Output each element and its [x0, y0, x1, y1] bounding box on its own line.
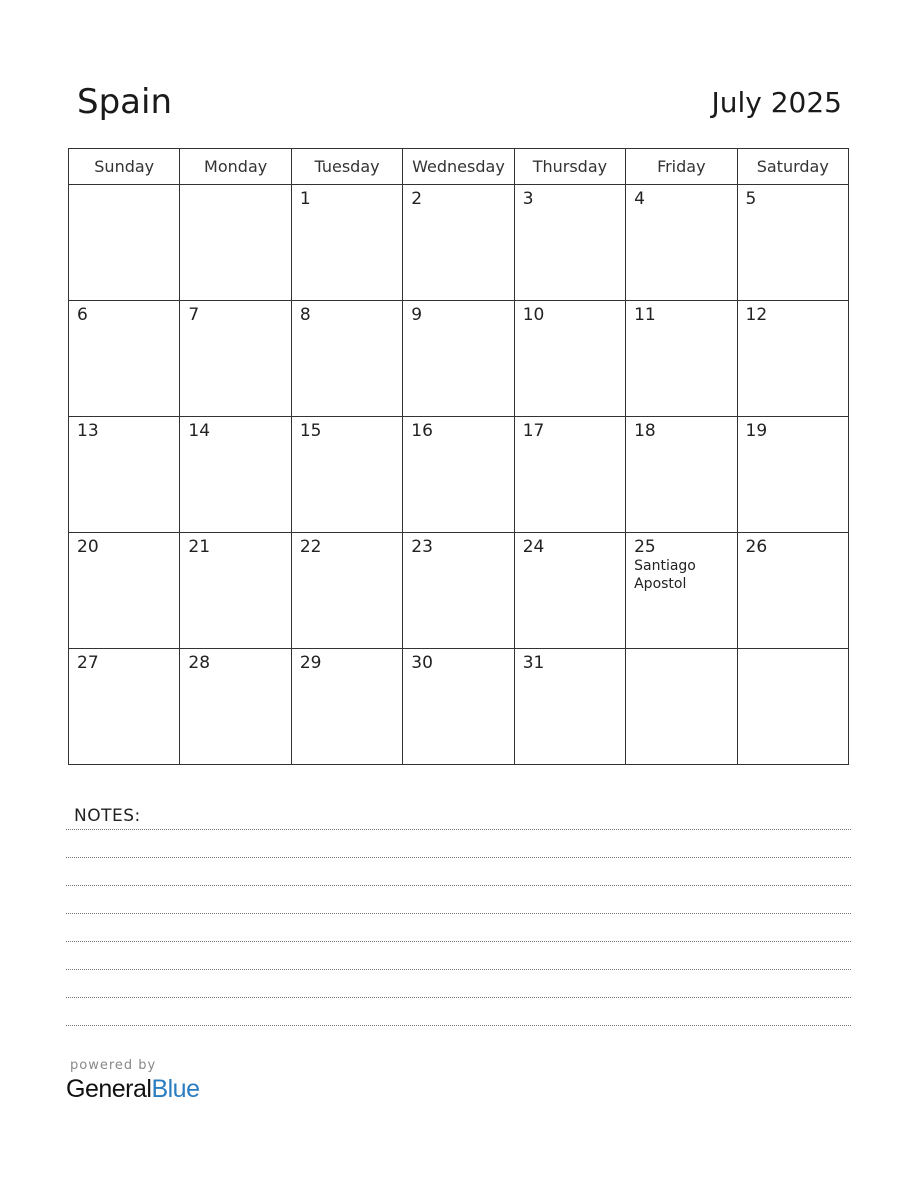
notes-line [66, 913, 851, 914]
day-cell [737, 301, 848, 417]
day-cell [180, 185, 291, 301]
day-number: 27 [77, 653, 99, 673]
day-cell [737, 417, 848, 533]
logo-general-text: General [66, 1075, 152, 1103]
day-number: 19 [745, 421, 768, 441]
logo-blue-text: Blue [151, 1075, 200, 1103]
weekday-thursday: Thursday [514, 149, 625, 185]
day-cell [69, 417, 180, 533]
day-number: 5 [745, 189, 757, 209]
day-cell [514, 301, 625, 417]
day-cell [514, 649, 625, 765]
weekday-monday: Monday [180, 149, 291, 185]
day-cell [291, 185, 402, 301]
day-cell [626, 649, 737, 765]
day-cell [403, 301, 514, 417]
day-number: 12 [745, 305, 768, 325]
day-cell [180, 417, 291, 533]
day-cell [403, 533, 514, 649]
day-number: 18 [634, 421, 656, 441]
day-number: 10 [522, 305, 545, 325]
weekday-tuesday: Tuesday [291, 149, 402, 185]
day-number: 31 [522, 653, 545, 673]
day-number [69, 185, 179, 189]
day-number: 6 [77, 305, 88, 325]
day-cell [180, 301, 291, 417]
week-row [69, 301, 849, 417]
day-number: 3 [522, 189, 534, 209]
day-cell [737, 533, 848, 649]
weekday-saturday: Saturday [737, 149, 848, 185]
notes-line [66, 997, 851, 998]
day-number [626, 649, 736, 653]
day-number: 29 [299, 653, 322, 673]
day-cell [514, 185, 625, 301]
calendar-country-title: Spain [77, 82, 172, 122]
day-number: 7 [188, 305, 200, 325]
notes-line [66, 885, 851, 886]
day-number: 11 [634, 305, 656, 325]
day-cell [514, 533, 625, 649]
day-number: 8 [299, 305, 311, 325]
day-number: 21 [188, 537, 211, 557]
day-cell [69, 185, 180, 301]
notes-line [66, 969, 851, 970]
day-cell [403, 649, 514, 765]
day-cell [291, 417, 402, 533]
day-number: 24 [522, 537, 545, 557]
day-cell [291, 649, 402, 765]
day-cell [403, 185, 514, 301]
week-row [69, 533, 849, 649]
day-number: 23 [411, 537, 433, 557]
day-number: 15 [299, 421, 322, 441]
day-number: 17 [522, 421, 545, 441]
week-row [69, 417, 849, 533]
calendar-month-title: July 2025 [711, 86, 842, 119]
day-cell [69, 649, 180, 765]
day-number [738, 649, 848, 653]
day-number: 13 [77, 421, 99, 441]
day-number: 14 [188, 421, 211, 441]
notes-label: NOTES: [74, 806, 141, 826]
week-row [69, 185, 849, 301]
weekday-header-row [69, 149, 849, 185]
day-cell [291, 301, 402, 417]
day-cell [291, 533, 402, 649]
day-number: 16 [411, 421, 433, 441]
weekday-sunday: Sunday [69, 149, 180, 185]
day-number: 28 [188, 653, 211, 673]
notes-line [66, 1025, 851, 1026]
notes-line [66, 941, 851, 942]
generalblue-logo [66, 1075, 200, 1104]
day-cell [180, 533, 291, 649]
day-cell [737, 185, 848, 301]
day-number: 9 [411, 305, 423, 325]
week-row [69, 649, 849, 765]
weekday-wednesday: Wednesday [403, 149, 514, 185]
day-cell [180, 649, 291, 765]
day-cell [69, 533, 180, 649]
day-number: 30 [411, 653, 433, 673]
day-cell [737, 649, 848, 765]
day-cell [626, 185, 737, 301]
day-number [180, 185, 290, 189]
day-cell [514, 417, 625, 533]
day-cell [69, 301, 180, 417]
day-cell [403, 417, 514, 533]
day-number: 26 [745, 537, 768, 557]
day-number: 25 [634, 537, 656, 557]
holiday-label: Santiago Apostol [634, 558, 696, 592]
weekday-friday: Friday [626, 149, 737, 185]
day-number: 22 [299, 537, 322, 557]
notes-line [66, 857, 851, 858]
powered-by-text: powered by [70, 1058, 157, 1073]
day-cell [626, 533, 737, 649]
calendar-grid [68, 148, 849, 765]
day-cell [626, 417, 737, 533]
day-number: 1 [299, 189, 311, 209]
day-cell [626, 301, 737, 417]
day-number: 2 [411, 189, 423, 209]
day-number: 4 [634, 189, 645, 209]
day-number: 20 [77, 537, 99, 557]
notes-line [66, 829, 851, 830]
